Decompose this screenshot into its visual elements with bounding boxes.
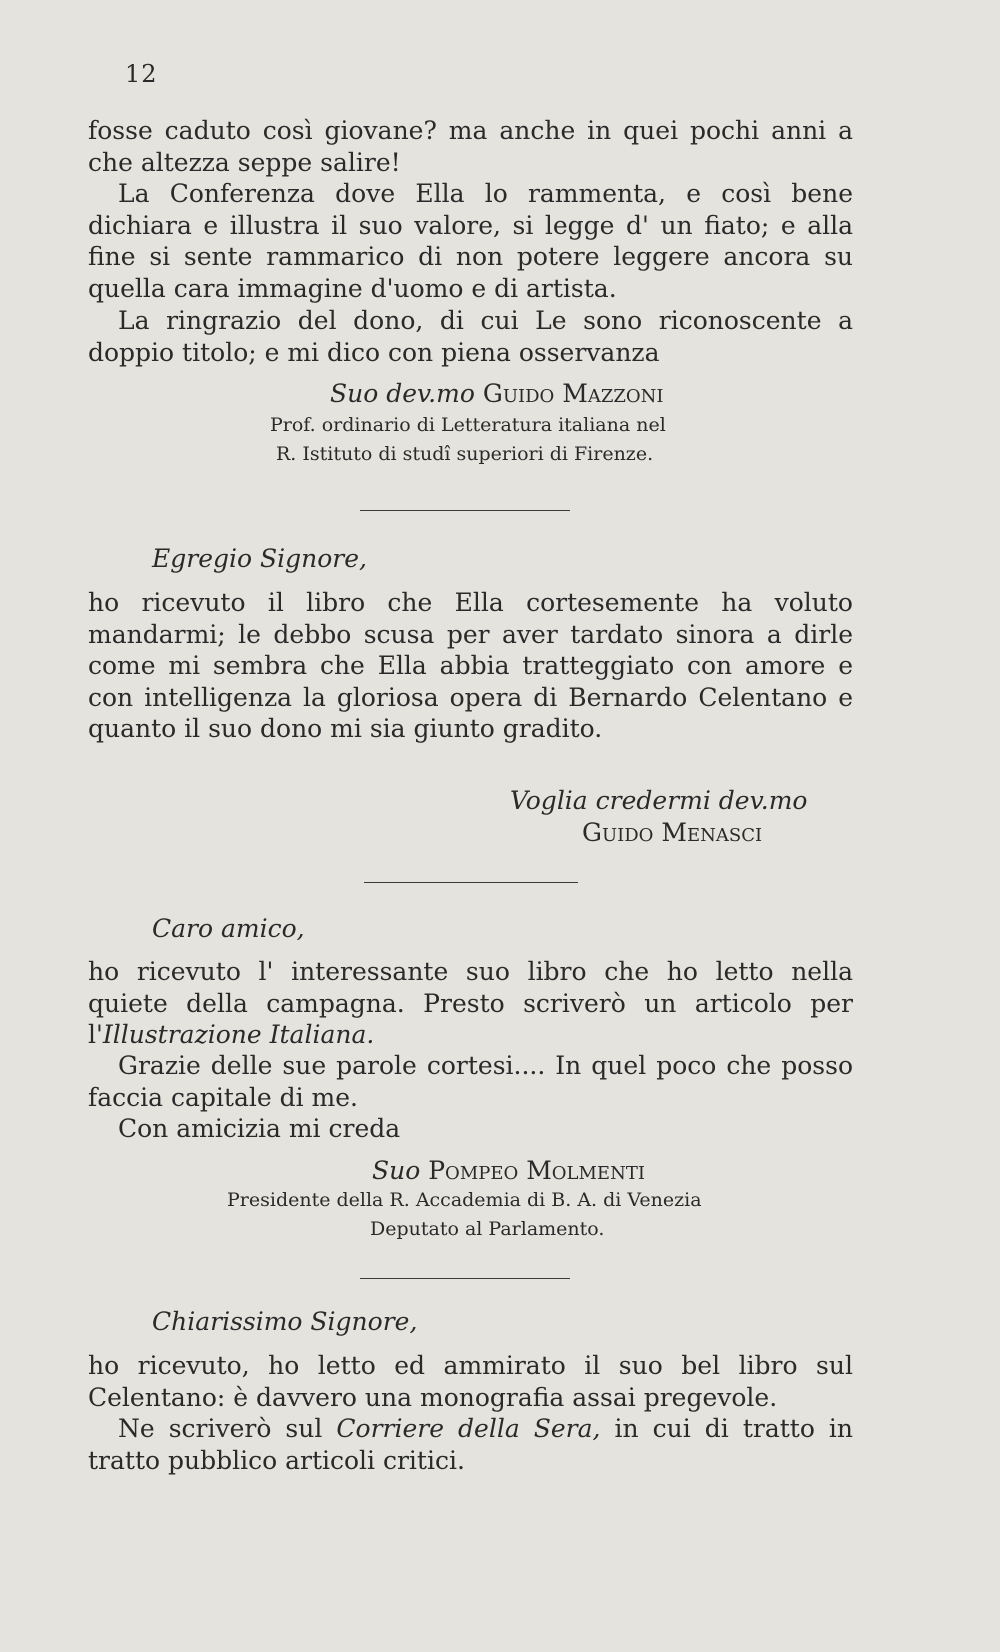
letter3-paragraph-1-text: ho ricevuto l' interessante suo libro che ho letto nella quiete della campagna. Presto scriverò un articolo per l' bbox=[88, 957, 853, 1049]
letter3-title-1: Presidente della R. Accademia di B. A. di Venezia bbox=[227, 1189, 702, 1211]
letter2-signature: Guido Menasci bbox=[582, 818, 763, 847]
separator-rule-2 bbox=[364, 882, 578, 883]
letter3-magazine-title: Illustrazione Italiana. bbox=[102, 1020, 375, 1049]
letter3-paragraph-3: Con amicizia mi creda bbox=[118, 1114, 401, 1143]
letter1-closing: Suo dev.mo bbox=[330, 379, 475, 408]
letter3-paragraph-2: Grazie delle sue parole cortesi.... In quel poco che posso faccia capitale di me. bbox=[88, 1051, 853, 1112]
separator-rule-1 bbox=[360, 510, 570, 511]
letter4-paragraph-2 bbox=[88, 1413, 853, 1476]
letter4-newspaper-title: Corriere della Sera, bbox=[336, 1414, 601, 1443]
letter1-paragraph-2: La Conferenza dove Ella lo rammenta, e così bene dichiara e illustra il suo valore, si legge d' un fiato; e alla fine si sente rammarico di non potere leggere ancora su quella cara immagine d'uomo e di artista. bbox=[88, 179, 853, 303]
letter1-title-2: R. Istituto di studî superiori di Firenze. bbox=[276, 443, 654, 465]
letter4-salutation: Chiarissimo Signore, bbox=[152, 1307, 418, 1336]
letter4-paragraph-2-text-b: in cui di tratto in tratto pubblico articoli critici. bbox=[88, 1414, 853, 1475]
letter3-salutation: Caro amico, bbox=[152, 914, 305, 943]
letter1-signature: Guido Mazzoni bbox=[482, 379, 664, 408]
page-number: 12 bbox=[125, 60, 158, 88]
letter2-salutation: Egregio Signore, bbox=[152, 544, 367, 573]
letter1-paragraph-1: fosse caduto così giovane? ma anche in quei pochi anni a che altezza seppe salire! bbox=[88, 116, 853, 177]
letter1-paragraph-3: La ringrazio del dono, di cui Le sono riconoscente a doppio titolo; e mi dico con piena osservanza bbox=[88, 306, 853, 367]
letter1-signature-line bbox=[330, 378, 663, 409]
letter3-signature: Pompeo Molmenti bbox=[428, 1156, 645, 1185]
letter2-closing: Voglia credermi dev.mo bbox=[510, 786, 808, 815]
letter3-paragraph-1 bbox=[88, 956, 853, 1051]
letter4-paragraph-1: ho ricevuto, ho letto ed ammirato il suo bel libro sul Celentano: è davvero una monografia assai pregevole. bbox=[88, 1351, 853, 1412]
letter4-paragraph-2-text-a: Ne scriverò sul bbox=[118, 1414, 337, 1443]
letter3-title-2: Deputato al Parlamento. bbox=[370, 1218, 605, 1240]
letter2-paragraph-1: ho ricevuto il libro che Ella cortesemente ha voluto mandarmi; le debbo scusa per aver tardato sinora a dirle come mi sembra che Ella abbia tratteggiato con amore e con intelligenza la gloriosa opera di Bernardo Celentano e quanto il suo dono mi sia giunto gradito. bbox=[88, 588, 853, 743]
separator-rule-3 bbox=[360, 1278, 570, 1279]
letter3-closing: Suo bbox=[372, 1156, 421, 1185]
letter1-title-1: Prof. ordinario di Letteratura italiana nel bbox=[270, 414, 666, 436]
letter3-signature-line bbox=[372, 1155, 645, 1186]
